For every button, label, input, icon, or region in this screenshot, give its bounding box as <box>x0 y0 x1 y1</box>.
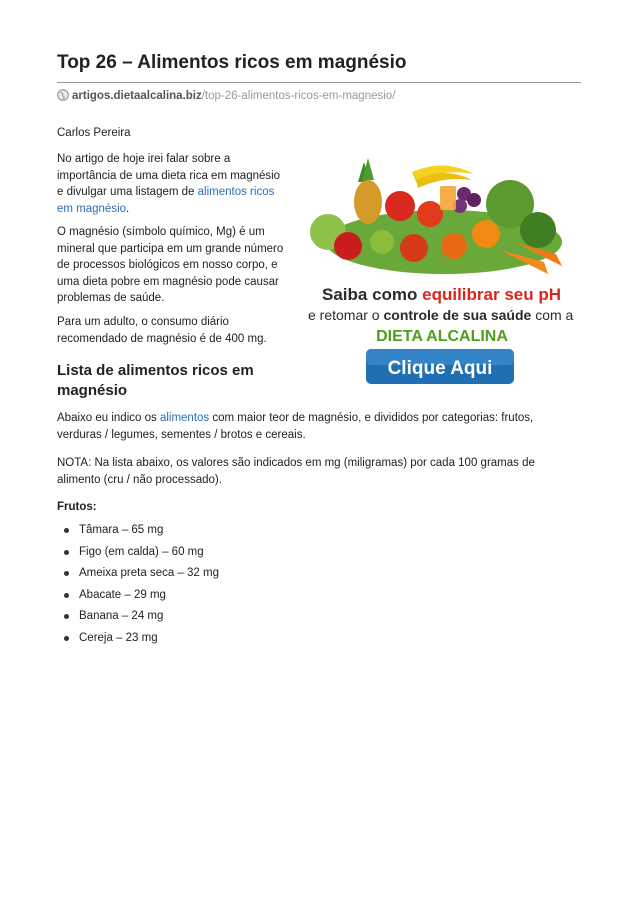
note-paragraph: NOTA: Na lista abaixo, os valores são indicados em mg (miligramas) por cada 100 gramas de alimento (cru / não processado). <box>57 457 535 486</box>
list-item: Banana – 24 mg <box>57 608 219 630</box>
list-item: Cereja – 23 mg <box>57 630 219 652</box>
globe-icon <box>57 89 69 104</box>
ad-subheadline: e retomar o controle de sua saúde com a <box>308 307 574 323</box>
fruits-list <box>57 522 219 651</box>
list-item: Ameixa preta seca – 32 mg <box>57 565 219 587</box>
list-item: Tâmara – 65 mg <box>57 522 219 544</box>
list-item: Figo (em calda) – 60 mg <box>57 544 219 566</box>
fruit-vegetable-pile <box>310 158 562 274</box>
source-domain-link[interactable]: artigos.dietaalcalina.biz <box>72 90 202 102</box>
page-title: Top 26 – Alimentos ricos em magnésio <box>57 52 407 73</box>
ad-brand: DIETA ALCALINA <box>376 328 508 345</box>
clique-aqui-button[interactable] <box>366 349 514 384</box>
source-line <box>57 89 395 104</box>
intro-paragraph: No artigo de hoje irei falar sobre a importância de uma dieta rica em magnésio e divulgar uma listagem de alimentos ricos em magnésio. <box>57 153 281 215</box>
title-divider <box>57 82 581 83</box>
author-name: Carlos Pereira <box>57 127 131 139</box>
ad-headline: Saiba como equilibrar seu pH <box>322 285 562 304</box>
fruits-label: Frutos: <box>57 501 97 513</box>
alimentos-ricos-link[interactable]: alimentos ricos em magnésio <box>57 186 275 215</box>
magnesium-paragraph: O magnésio (símbolo químico, Mg) é um mineral que participa em um grande número de processos biológicos em nosso corpo, e uma dieta pobre em magnésio pode causar problemas de saúde. <box>57 226 284 304</box>
alimentos-link[interactable]: alimentos <box>159 412 210 424</box>
list-heading: Lista de alimentos ricos em magnésio <box>57 362 254 399</box>
svg-text:Clique Aqui: Clique Aqui <box>387 358 493 379</box>
dose-paragraph: Para um adulto, o consumo diário recomendado de magnésio é de 400 mg. <box>57 316 267 345</box>
list-item: Abacate – 29 mg <box>57 587 219 609</box>
source-path: /top-26-alimentos-ricos-em-magnesio/ <box>201 90 396 102</box>
ad-illustration <box>304 150 580 390</box>
list-intro-paragraph: Abaixo eu indico os alimentos com maior teor de magnésio, e divididos por categorias: frutos, verduras / legumes, sementes / brotos e cereais. <box>57 412 534 441</box>
dieta-alcalina-ad-banner[interactable] <box>304 150 580 390</box>
